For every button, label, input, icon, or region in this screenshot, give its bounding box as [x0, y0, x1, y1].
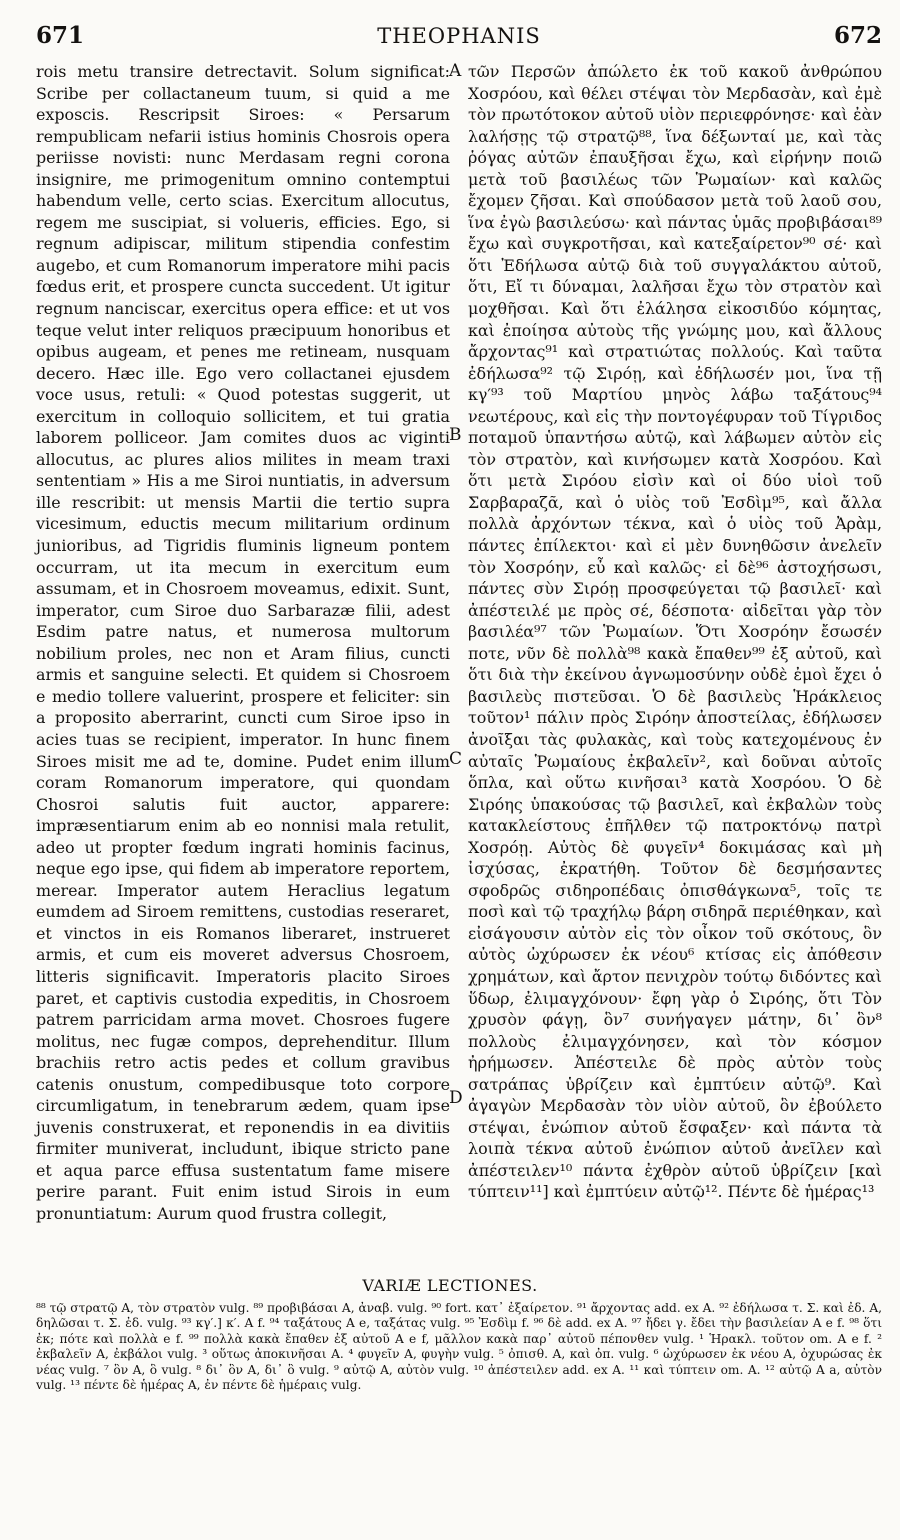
latin-text: rois metu transire detrectavit. Solum significat: Scribe per collactaneum tuum, si quid a me exposcis. Rescripsit Siroes: « Persarum rempublicam nefarii istius hominis Chosrois opera periisse novisti: nunc Merdasam regni corona insignire, me primogenitum omnino contemptui habendum velle, certo scias. Exercitum allocutus, regem me suscipiat, si volueris, efficies. Ego, si regnum adipiscar, militum stipendia confestim augebo, et cum Romanorum imperatore mihi pacis fœdus erit, et prospere cuncta succedent. Ut igitur regnum nanciscar, exercitus opera effice: et ut vos teque velut inter reliquos præcipuum honoribus et opibus augeam, et penes me retineam, nusquam decero. Hæc ille. Ego vero collactanei ejusdem voce usus, retuli: « Quod potestas suggerit, ut exercitum in colloquio sollicitem, et tui gratia laborem polliceor. Jam comites duos ac viginti allocutus, ac plures alios milites in meam traxi sententiam » His a me Siroi nuntiatis, in adversum ille rescribit: ut mensis Martii die tertio supra vicesimum, eductis mecum militarium ordinum junioribus, ad Tigridis fluminis ligneum pontem occurram, ut ita mecum in exercitum eum assumam, et in Chosroem moveamus, edixit. Sunt, imperator, cum Siroe duo Sarbarazæ filii, adest Esdim patre natus, et numerosa multorum nobilium proles, nec non et Aram filius, cuncti armis et sanguine selecti. Et quidem si Chosroem e medio tollere valuerint, prospere et feliciter: sin a proposito aberrarint, cuncti cum Siroe ipso in acies tuas se recipient, imperator. In hunc finem Siroes misit me ad te, domine. Pudet enim illum coram Romanorum imperatore, qui quondam Chosroi salutis fuit auctor, apparere: impræsentiarum enim ab eo nonnisi mala retulit, adeo ut propter fœdum ingrati hominis facinus, neque ego ipse, qui fidem ab imperatore reportem, merear. Imperator autem Heraclius legatum eumdem ad Siroem remittens, custodias reseraret, et vinctos in eis Romanos liberaret, instrueret armis, et cum eis moveret adversus Chosroem, litteris significavit. Imperatoris placito Siroes paret, et captivis custodia expeditis, in Chosroem patrem parricidam arma movet. Chosroes fugere molitus, nec fugæ compos, deprehenditur. Illum brachiis retro actis pedes et collum gravibus catenis onustum, compedibusque toto corpore circumligatum, in tenebrarum ædem, quam ipse juvenis construxerat, et reponendis in ea divitiis firmiter muniverat, includunt, ibique stricto pane et aqua parce effusa sustentatum fame misere perire parant. Fuit enim istud Sirois in eum pronuntiatum: Aurum quod frustra collegit, — [36, 62, 450, 1223]
page-number-left: 671 — [36, 22, 85, 49]
page-header — [36, 22, 882, 56]
latin-column — [36, 61, 450, 1225]
variae-lectiones-heading: VARIÆ LECTIONES. — [362, 1276, 538, 1295]
variae-lectiones-notes: ⁸⁸ τῷ στρατῷ A, τὸν στρατὸν vulg. ⁸⁹ προβιβάσαι A, ἀναβ. vulg. ⁹⁰ fort. κατ᾽ ἐξαίρετον. ⁹¹ ἄρχοντας add. ex A. ⁹² ἐδήλωσα τ. Σ. καὶ ἐδ. A, δηλῶσαι τ. Σ. ἐδ. vulg. ⁹³ κγ′.] κ′. A f. ⁹⁴ ταξάτους A e, ταξάτας vulg. ⁹⁵ Ἐσδὶμ f. ⁹⁶ δὲ add. ex A. ⁹⁷ ἤδει γ. ἔδει τὴν βασιλείαν A e f. ⁹⁸ ὅτι ἐκ; πότε καὶ πολλὰ e f. ⁹⁹ πολλὰ κακὰ ἔπαθεν ἐξ αὐτοῦ A e f, μᾶλλον κακὰ παρ᾽ αὐτοῦ πέπονθεν vulg. ¹ Ἡρακλ. τοῦτον om. A e f. ² ἐκβαλεῖν A, ἐκβάλοι vulg. ³ οὕτως ἀποκινῆσαι A. ⁴ φυγεῖν A, φυγὴν vulg. ⁵ ὀπισθ. A, καὶ ὀπ. vulg. ⁶ ὠχύρωσεν ἐκ νέου A, ὀχυρώσας ἐκ νέας vulg. ⁷ ὃν A, ὃ vulg. ⁸ δι᾽ ὃν A, δι᾽ ὃ vulg. ⁹ αὐτῷ A, αὐτὸν vulg. ¹⁰ ἀπέστειλεν add. ex A. ¹¹ καὶ τύπτειν om. A. ¹² αὐτῷ A a, αὐτὸν vulg. ¹³ πέντε δὲ ἡμέρας A, ἐν πέντε δὲ ἡμέραις vulg. — [36, 1301, 882, 1393]
margin-letter-c: C — [449, 749, 463, 769]
running-title: THEOPHANIS — [377, 24, 541, 48]
margin-letter-a: A — [449, 61, 462, 81]
page-number-right: 672 — [833, 22, 882, 49]
greek-text: τῶν Περσῶν ἀπώλετο ἐκ τοῦ κακοῦ ἀνθρώπου Χοσρόου, καὶ θέλει στέψαι τὸν Μερδασὰν, καὶ ἐμὲ τὸν πρωτότοκον αὐτοῦ υἱὸν περιεφρόνησε· καὶ ἐὰν λαλήσῃς τῷ στρατῷ⁸⁸, ἵνα δέξωνταί με, καὶ τὰς ῥόγας αὐτῶν ἐπαυξῆσαι ἔχω, καὶ εἰρήνην ποιῶ μετὰ τοῦ βασιλέως τῶν Ῥωμαίων· καὶ καλῶς ἔχομεν ζῆσαι. Καὶ σπούδασον μετὰ τοῦ λαοῦ σου, ἵνα ἐγὼ βασιλεύσω· καὶ πάντας ὑμᾶς προβιβάσαι⁸⁹ ἔχω καὶ συγκροτῆσαι, καὶ κατεξαίρετον⁹⁰ σέ· καὶ ὅτι Ἐδήλωσα αὐτῷ διὰ τοῦ συγγαλάκτου αὐτοῦ, ὅτι, Εἴ τι δύναμαι, λαλῆσαι ἔχω τὸν στρατὸν καὶ μοχθῆσαι. Καὶ ὅτι ἐλάλησα εἰκοσιδύο κόμητας, καὶ ἐποίησα αὐτοὺς τῆς γνώμης μου, καὶ ἄλλους ἄρχοντας⁹¹ καὶ στρατιώτας πολλούς. Καὶ ταῦτα ἐδήλωσα⁹² τῷ Σιρόῃ, καὶ ἐδήλωσέν μοι, ἵνα τῇ κγ′⁹³ τοῦ Μαρτίου μηνὸς λάβω ταξάτους⁹⁴ νεωτέρους, καὶ εἰς τὴν ποντογέφυραν τοῦ Τίγριδος ποταμοῦ ὑπαντήσω αὐτῷ, καὶ λάβωμεν αὐτὸν εἰς τὸν στρατὸν, καὶ κινήσωμεν κατὰ Χοσρόου. Καὶ ὅτι μετὰ Σιρόου εἰσὶν καὶ οἱ δύο υἱοὶ τοῦ Σαρβαραζᾶ, καὶ ὁ υἱὸς τοῦ Ἐσδὶμ⁹⁵, καὶ ἄλλα πολλὰ ἀρχόντων τέκνα, καὶ ὁ υἱὸς τοῦ Ἀρὰμ, πάντες ἐπίλεκτοι· καὶ εἰ μὲν δυνηθῶσιν ἀνελεῖν τὸν Χοσρόην, εὖ καὶ καλῶς· εἰ δὲ⁹⁶ ἀστοχήσωσι, πάντες σὺν Σιρόῃ προσφεύγεται τῷ βασιλεῖ· καὶ ἀπέστειλέ με πρὸς σέ, δέσποτα· αἰδεῖται γὰρ τὸν βασιλέα⁹⁷ τῶν Ῥωμαίων. Ὅτι Χοσρόην ἔσωσέν ποτε, νῦν δὲ πολλὰ⁹⁸ κακὰ ἔπαθεν⁹⁹ ἐξ αὐτοῦ, καὶ ὅτι διὰ τὴν ἐκείνου ἀγνωμοσύνην οὐδὲ ἐμοὶ ἔχει ὁ βασιλεὺς πιστεῦσαι. Ὁ δὲ βασιλεὺς Ἡράκλειος τοῦτον¹ πάλιν πρὸς Σιρόην ἀποστείλας, ἐδήλωσεν ἀνοῖξαι τὰς φυλακὰς, καὶ τοὺς κατεχομένους ἐν αὐταῖς Ῥωμαίους ἐκβαλεῖν², καὶ δοῦναι αὐτοῖς ὅπλα, καὶ οὕτω κινῆσαι³ κατὰ Χοσρόου. Ὁ δὲ Σιρόης ὑπακούσας τῷ βασιλεῖ, καὶ ἐκβαλὼν τοὺς κατακλείστους ἐπῆλθεν τῷ πατροκτόνῳ πατρὶ Χοσρόῃ. Αὐτὸς δὲ φυγεῖν⁴ δοκιμάσας καὶ μὴ ἰσχύσας, ἐκρατήθη. Τοῦτον δὲ δεσμήσαντες σφοδρῶς σιδηροπέδαις ὀπισθάγκωνα⁵, τοῖς τε ποσὶ καὶ τῷ τραχήλῳ βάρη σιδηρᾶ περιέθηκαν, καὶ εἰσάγουσιν αὐτὸν εἰς τὸν οἶκον τοῦ σκότους, ὃν αὐτὸς ὠχύρωσεν ἐκ νέου⁶ κτίσας εἰς ἀπόθεσιν χρημάτων, καὶ ἄρτον πενιχρὸν τούτῳ διδόντες καὶ ὕδωρ, ἐλιμαγχόνουν· ἔφη γὰρ ὁ Σιρόης, ὅτι Τὸν χρυσὸν φάγῃ, ὃν⁷ συνήγαγεν μάτην, δι᾽ ὃν⁸ πολλοὺς ἐλιμαγχόνησεν, καὶ τὸν κόσμον ἠρήμωσεν. Ἀπέστειλε δὲ πρὸς αὐτὸν τοὺς σατράπας ὑβρίζειν καὶ ἐμπτύειν αὐτῷ⁹. Καὶ ἀγαγὼν Μερδασὰν τὸν υἱὸν αὐτοῦ, ὃν ἐβούλετο στέψαι, ἐνώπιον αὐτοῦ ἔσφαξεν· καὶ πάντα τὰ λοιπὰ τέκνα αὐτοῦ ἐνώπιον αὐτοῦ ἀνεῖλεν καὶ ἀπέστειλεν¹⁰ πάντα ἐχθρὸν αὐτοῦ ὑβρίζειν [καὶ τύπτειν¹¹] καὶ ἐμπτύειν αὐτῷ¹². Πέντε δὲ ἡμέρας¹³ — [468, 62, 882, 1202]
margin-letter-b: B — [449, 425, 462, 445]
margin-letter-d: D — [449, 1088, 463, 1108]
greek-column — [468, 61, 882, 1203]
